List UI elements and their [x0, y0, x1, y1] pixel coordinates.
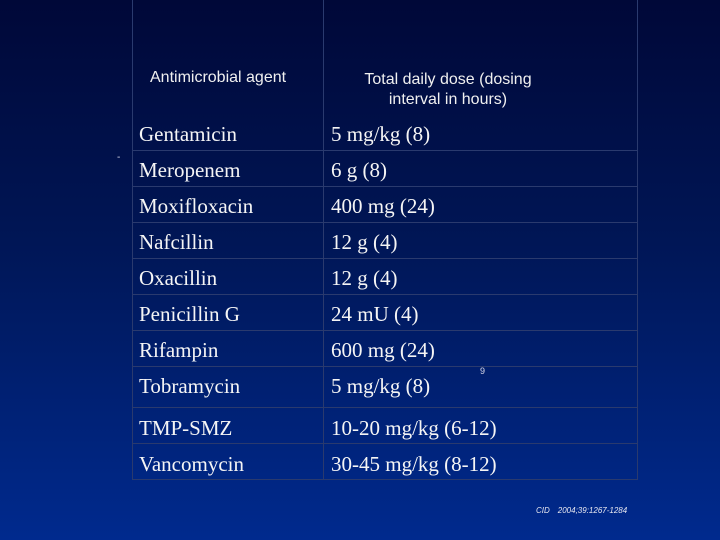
agent-cell: Meropenem [139, 158, 241, 182]
dose-cell: 10-20 mg/kg (6-12) [331, 416, 497, 440]
dose-cell: 5 mg/kg (8) [331, 374, 431, 398]
row-divider [132, 330, 637, 331]
agent-cell: Moxifloxacin [139, 194, 254, 218]
dose-cell: 5 mg/kg (8) [331, 122, 431, 146]
citation [536, 506, 627, 515]
dose-cell: 12 g (4) [331, 266, 398, 290]
agent-cell: Rifampin [139, 338, 219, 362]
agent-cell: Gentamicin [139, 122, 237, 146]
dose-cell: 6 g (8) [331, 158, 387, 182]
header-total-daily-dose [336, 70, 560, 110]
row-divider [132, 294, 637, 295]
dose-cell: 24 mU (4) [331, 302, 419, 326]
agent-cell: Oxacillin [139, 266, 218, 290]
citation-ref: 2004;39:1267-1284 [557, 506, 628, 515]
dose-cell: 30-45 mg/kg (8-12) [331, 452, 497, 476]
stray-mark: - [117, 152, 121, 163]
row-divider [132, 186, 637, 187]
row-divider [132, 366, 637, 367]
row-divider [132, 150, 637, 151]
dose-cell: 600 mg (24) [331, 338, 435, 362]
row-divider [132, 407, 637, 408]
agent-cell: TMP-SMZ [139, 416, 233, 440]
agent-cell: Nafcillin [139, 230, 214, 254]
row-divider [132, 222, 637, 223]
footnote-mark: 9 [480, 366, 486, 376]
agent-cell: Vancomycin [139, 452, 244, 476]
dose-cell: 12 g (4) [331, 230, 398, 254]
header-dose-line2: interval in hours) [388, 91, 508, 108]
agent-cell: Tobramycin [139, 374, 241, 398]
citation-journal: CID [536, 506, 550, 515]
agent-cell: Penicillin G [139, 302, 240, 326]
row-divider [132, 443, 637, 444]
header-antimicrobial-agent: Antimicrobial agent [150, 69, 287, 86]
dose-cell: 400 mg (24) [331, 194, 435, 218]
row-divider [132, 258, 637, 259]
header-dose-line1: Total daily dose (dosing [364, 71, 532, 88]
